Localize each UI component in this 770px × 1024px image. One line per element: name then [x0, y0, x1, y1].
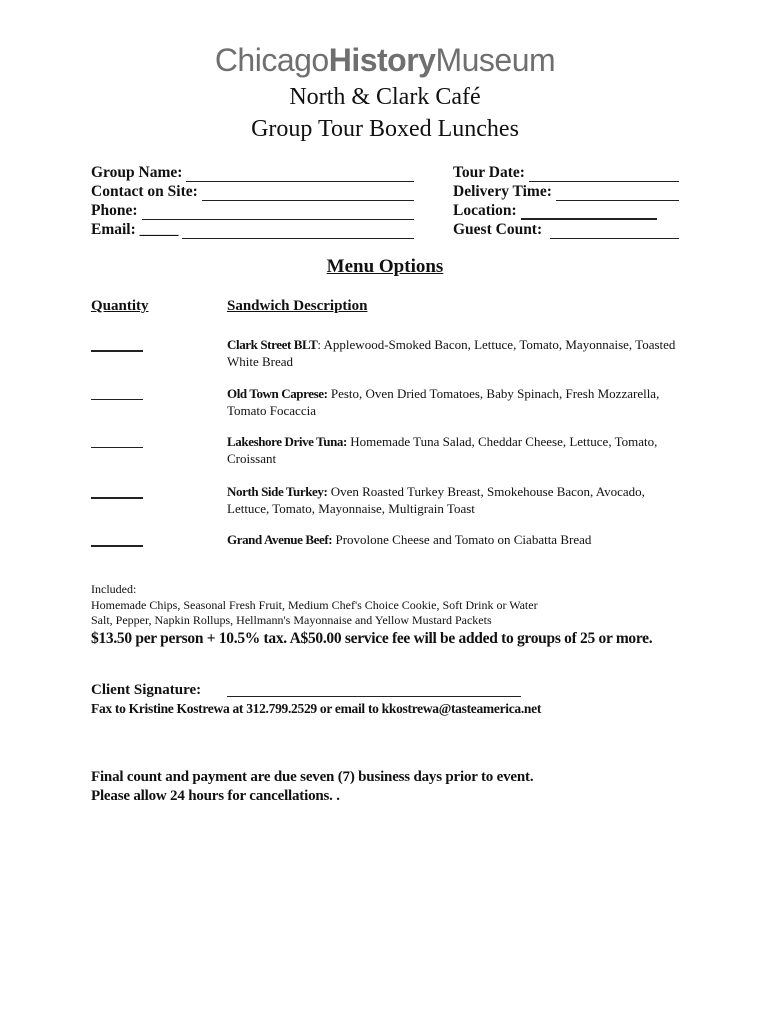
final-notes — [91, 768, 533, 806]
included-label: Included: — [91, 582, 137, 596]
tour-date-field[interactable]: Tour Date: — [453, 163, 679, 182]
delivery-time-field[interactable]: Delivery Time: — [453, 182, 679, 201]
price-note: $13.50 per person + 10.5% tax. A$50.00 service fee will be added to groups of 25 or more. — [91, 630, 653, 647]
included-items: Homemade Chips, Seasonal Fresh Fruit, Medium Chef's Choice Cookie, Soft Drink or Water — [91, 597, 538, 612]
email-field[interactable]: Email: _____ — [91, 220, 414, 239]
phone-field[interactable]: Phone: — [91, 201, 414, 220]
location-field[interactable]: Location: — [453, 201, 679, 220]
menu-item-turkey: North Side Turkey: Oven Roasted Turkey Breast, Smokehouse Bacon, Avocado, Lettuce, Tomato, Mayonnaise, Multigrain Toast — [227, 484, 645, 516]
form-left-column — [91, 163, 414, 239]
quantity-blank-caprese[interactable] — [91, 398, 143, 400]
signature-line[interactable] — [227, 696, 521, 697]
description-header: Sandwich Description — [227, 298, 368, 314]
guest-count-field[interactable]: Guest Count: — [453, 220, 679, 239]
menu-item-tuna: Lakeshore Drive Tuna: Homemade Tuna Salad, Cheddar Cheese, Lettuce, Tomato, Croissant — [227, 434, 658, 466]
logo-part-museum: Museum — [435, 42, 556, 78]
quantity-blank-beef[interactable] — [91, 544, 143, 547]
quantity-blank-turkey[interactable] — [91, 496, 143, 499]
cafe-title: North & Clark Café — [289, 84, 481, 110]
signature-label: Client Signature: — [91, 682, 202, 698]
contact-field[interactable]: Contact on Site: — [91, 182, 414, 201]
payment-deadline: Final count and payment are due seven (7) business days prior to event. — [91, 769, 534, 785]
logo-part-chicago: Chicago — [214, 42, 329, 78]
menu-heading: Menu Options — [326, 256, 444, 277]
group-name-field[interactable]: Group Name: — [91, 163, 414, 182]
quantity-blank-blt[interactable] — [91, 349, 143, 352]
museum-logo — [0, 40, 770, 80]
fax-instructions: Fax to Kristine Kostrewa at 312.799.2529 or email to kkostrewa@tasteamerica.net — [91, 701, 542, 716]
quantity-header: Quantity — [91, 298, 149, 314]
logo-part-history: History — [328, 42, 436, 78]
menu-item-caprese: Old Town Caprese: Pesto, Oven Dried Tomatoes, Baby Spinach, Fresh Mozzarella, Tomato Focaccia — [227, 386, 660, 418]
menu-item-beef: Grand Avenue Beef: Provolone Cheese and Tomato on Ciabatta Bread — [227, 532, 592, 547]
cancellation-policy: Please allow 24 hours for cancellations. . — [91, 788, 340, 804]
page-title: Group Tour Boxed Lunches — [251, 116, 519, 142]
form-right-column — [453, 163, 679, 239]
included-condiments: Salt, Pepper, Napkin Rollups, Hellmann's Mayonnaise and Yellow Mustard Packets — [91, 613, 492, 627]
included-section — [91, 582, 711, 629]
quantity-blank-tuna[interactable] — [91, 446, 143, 448]
menu-item-blt: Clark Street BLT: Applewood-Smoked Bacon, Lettuce, Tomato, Mayonnaise, Toasted White Bread — [227, 337, 676, 369]
